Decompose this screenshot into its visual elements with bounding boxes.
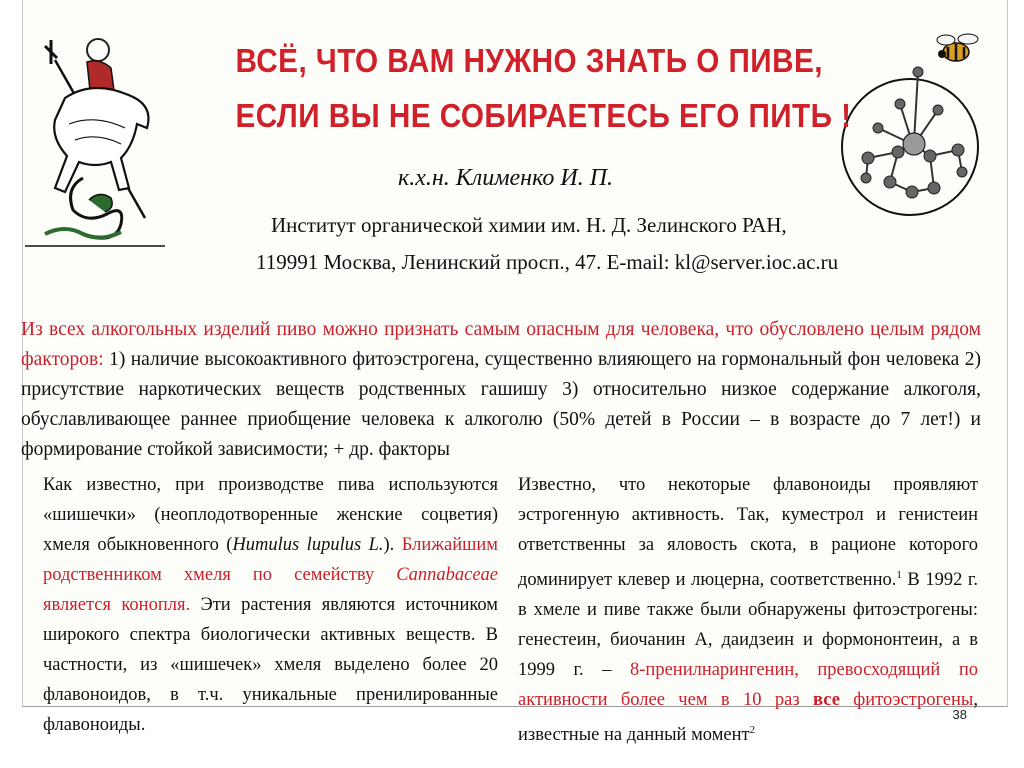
right-red2: фитоэстрогены — [839, 690, 974, 711]
title-line-1: ВСЁ, ЧТО ВАМ НУЖНО ЗНАТЬ О ПИВЕ, — [235, 42, 823, 79]
institute-line: Институт органической химии им. Н. Д. Зелинского РАН, — [271, 213, 787, 237]
left-p3: Эти растения являются источником широкого спектра биологически активных веществ. В частности, из «шишечек» хмеля выделено более 20 флавоноидов, в т.ч. уникальные пренилированные флавоноиды. — [43, 595, 499, 735]
abstract-rest: 1) наличие высокоактивного фитоэстрогена, существенно влияющего на гормональный фон человека 2) присутствие наркотических веществ родственных гашишу 3) относительно низкое содержание алкоголя, обуславливающее раннее приобщение человека к алкоголю (50% детей в России – в возрасте до 7 лет!) и формирование стойкой зависимости; + др. факторы — [21, 349, 981, 460]
footnote-2: 2 — [749, 724, 756, 737]
left-p2: ). — [383, 535, 402, 555]
left-red1: Ближайшим родственником хмеля по семейству — [43, 535, 498, 585]
right-red1: 8-пренилнарингенин, превосходящий по активности более чем в 10 раз — [518, 660, 978, 711]
author-line: к.х.н. Клименко И. П. — [398, 165, 614, 191]
saint-george-emblem-icon — [25, 28, 165, 250]
right-p1: Известно, что некоторые флавоноиды проявляют эстрогенную активность. Так, куместрол и генистеин ответственны за яловость скота, в рационе которого доминирует клевер и люцерна, соответственно. — [518, 475, 978, 591]
left-red-latin: Cannabaceae — [396, 565, 498, 585]
footnote-1: 1 — [896, 569, 902, 581]
right-column-paragraph — [518, 470, 978, 750]
left-red2: является конопля. — [43, 595, 191, 615]
right-red-bold: все — [813, 690, 840, 711]
abstract-red-sentence: Из всех алкогольных изделий пиво можно признать самым опасным для человека, что обусловлено целым рядом факторов: — [21, 319, 981, 370]
bee-molecule-emblem-icon — [838, 32, 988, 222]
abstract-paragraph — [21, 315, 981, 465]
left-latin: Humulus lupulus L. — [232, 535, 384, 555]
left-p1: Как известно, при производстве пива используются «шишечки» (неоплодотворенные женские соцветия) хмеля обыкновенного ( — [43, 475, 498, 555]
left-column-paragraph — [43, 470, 498, 740]
title-line-2: ЕСЛИ ВЫ НЕ СОБИРАЕТЕСЬ ЕГО ПИТЬ ! — [235, 97, 852, 134]
page-number: 38 — [952, 707, 967, 722]
right-p2: В 1992 г. в хмеле и пиве также были обнаружены фитоэстрогены: генестеин, биочанин А, даидзеин и формононтеин, а в 1999 г. – — [518, 570, 979, 681]
address-line: 119991 Москва, Ленинский просп., 47. E-mail: kl@server.ioc.ac.ru — [256, 250, 839, 274]
right-p3: , известные на данный момент — [518, 690, 978, 746]
